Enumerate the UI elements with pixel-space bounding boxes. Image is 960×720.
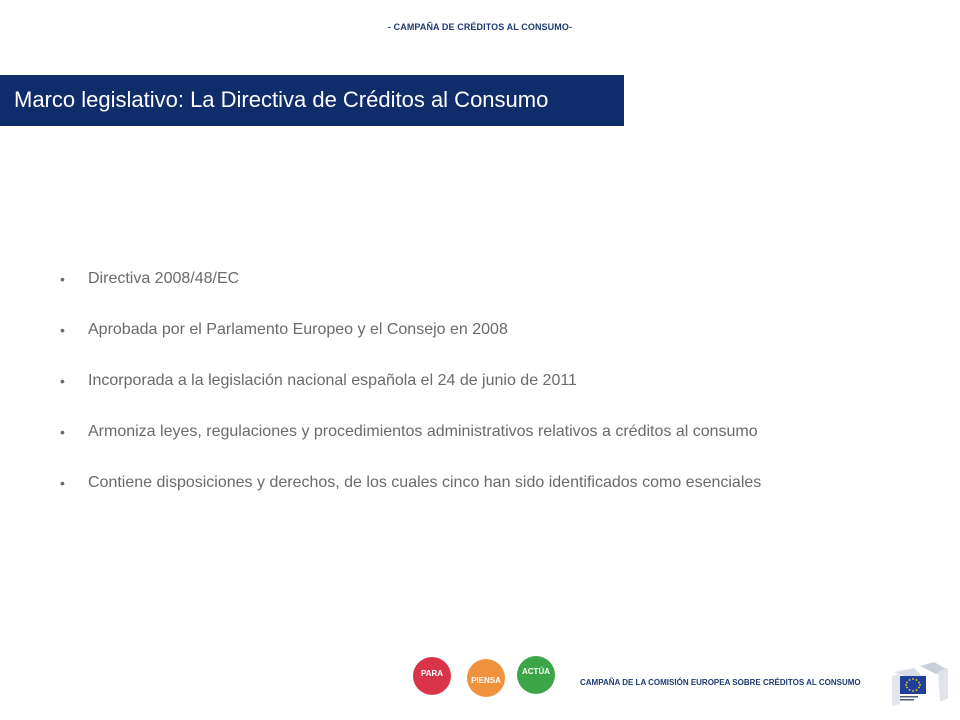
- bullet-text: Incorporada a la legislación nacional española el 24 de junio de 2011: [88, 372, 577, 389]
- actua-label: ACTÚA: [522, 666, 550, 676]
- actua-circle: [517, 656, 555, 694]
- bullet-list: [60, 268, 761, 523]
- bullet-text: Armoniza leyes, regulaciones y procedimientos administrativos relativos a créditos al consumo: [88, 423, 758, 440]
- bullet-item: [60, 472, 761, 523]
- piensa-label: PIENSA: [471, 675, 501, 685]
- bullet-item: [60, 268, 761, 319]
- bullet-icon: •: [60, 373, 65, 389]
- title-bar: [0, 75, 624, 126]
- bullet-text: Contiene disposiciones y derechos, de los cuales cinco han sido identificados como esenciales: [88, 474, 762, 491]
- bullet-item: [60, 319, 761, 370]
- bullet-item: [60, 370, 761, 421]
- bullet-icon: •: [60, 475, 65, 491]
- campaign-header: - CAMPAÑA DE CRÉDITOS AL CONSUMO-: [387, 22, 573, 32]
- bullet-text: Aprobada por el Parlamento Europeo y el Consejo en 2008: [88, 321, 508, 338]
- bullet-item: [60, 421, 761, 472]
- slide-title: Marco legislativo: La Directiva de Créditos al Consumo: [14, 87, 549, 112]
- bullet-text: Directiva 2008/48/EC: [88, 270, 240, 287]
- footer-campaign-text: CAMPAÑA DE LA COMISIÓN EUROPEA SOBRE CRÉDITOS AL CONSUMO: [580, 678, 861, 687]
- para-circle: [413, 657, 451, 695]
- bullet-icon: •: [60, 424, 65, 440]
- para-label: PARA: [420, 668, 444, 678]
- piensa-circle: [467, 659, 505, 697]
- bullet-icon: •: [60, 271, 65, 287]
- bullet-icon: •: [60, 322, 65, 338]
- eu-flag-icon: [890, 658, 950, 710]
